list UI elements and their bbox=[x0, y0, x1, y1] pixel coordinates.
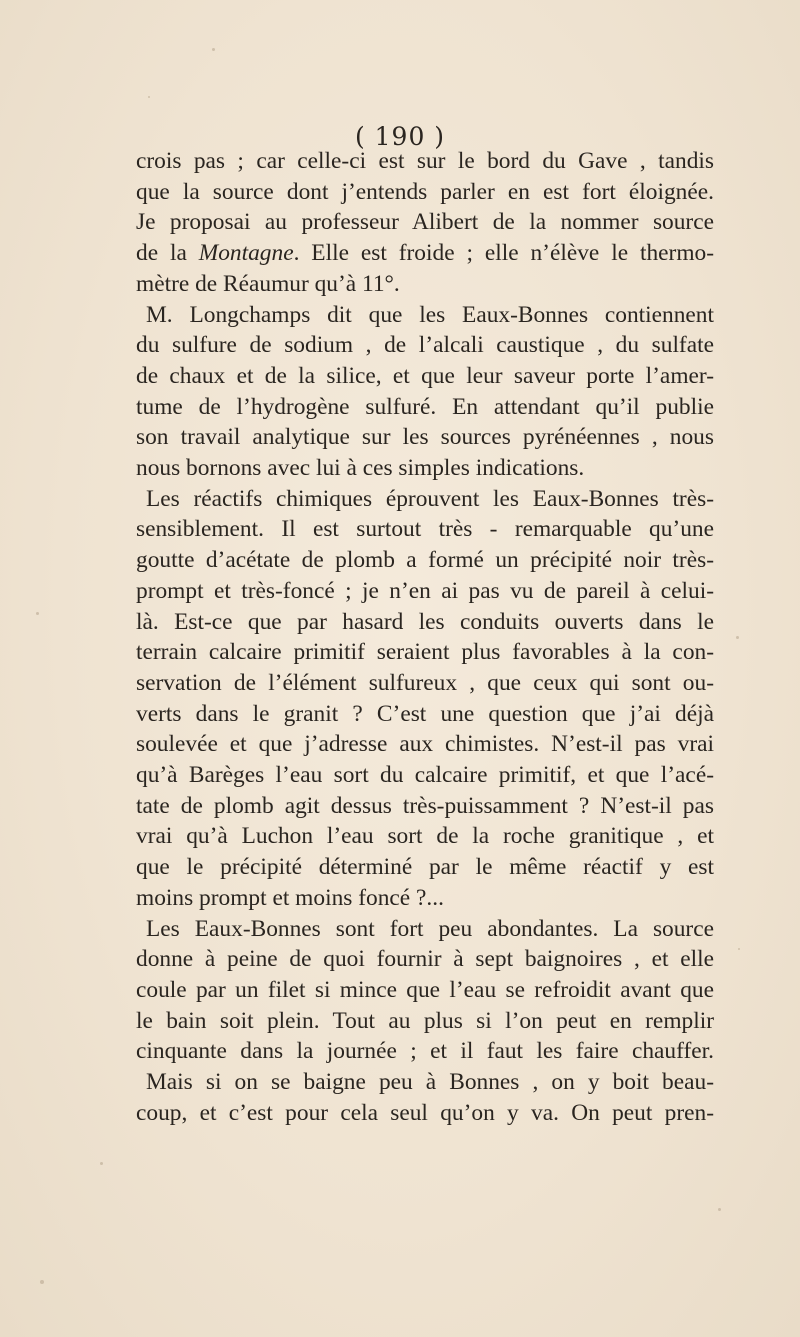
paper-speck bbox=[736, 636, 739, 639]
text-line: donne à peine de quoi fournir à sept baignoires , et elle bbox=[136, 946, 714, 973]
text-line: Les réactifs chimiques éprouvent les Eaux-Bonnes très- bbox=[146, 485, 714, 512]
text-line: Mais si on se baigne peu à Bonnes , on y boit beau- bbox=[146, 1069, 714, 1096]
text-line: nous bornons avec lui à ces simples indications. bbox=[136, 455, 585, 482]
paper-speck bbox=[148, 96, 150, 98]
text-line: là. Est-ce que par hasard les conduits ouverts dans le bbox=[136, 608, 714, 635]
text-line: que le précipité déterminé par le même réactif y est bbox=[136, 854, 714, 881]
text-line: cinquante dans la journée ; et il faut les faire chauffer. bbox=[136, 1038, 714, 1065]
text-line: moins prompt et moins foncé ?... bbox=[136, 884, 444, 911]
paper-speck bbox=[100, 1162, 103, 1165]
text-line: du sulfure de sodium , de l’alcali caustique , du sulfate bbox=[136, 332, 714, 359]
text-line: M. Longchamps dit que les Eaux-Bonnes contiennent bbox=[146, 301, 714, 328]
text-line: tate de plomb agit dessus très-puissamment ? N’est-il pas bbox=[136, 792, 714, 819]
text-line: servation de l’élément sulfureux , que ceux qui sont ou- bbox=[136, 669, 714, 696]
text-line: coup, et c’est pour cela seul qu’on y va. On peut pren- bbox=[136, 1099, 714, 1126]
page-number: ( 190 ) bbox=[354, 122, 446, 151]
paper-speck bbox=[718, 1208, 721, 1211]
text-line: coule par un filet si mince que l’eau se refroidit avant que bbox=[136, 976, 714, 1003]
text-line: Les Eaux-Bonnes sont fort peu abondantes. La source bbox=[146, 915, 714, 942]
paper-speck bbox=[40, 1280, 44, 1284]
text-line: prompt et très-foncé ; je n’en ai pas vu de pareil à celui- bbox=[136, 577, 714, 604]
text-line: de chaux et de la silice, et que leur saveur porte l’amer- bbox=[136, 362, 714, 389]
text-line: crois pas ; car celle-ci est sur le bord du Gave , tandis bbox=[136, 148, 714, 174]
text-line: terrain calcaire primitif seraient plus favorables à la con- bbox=[136, 639, 714, 666]
text-line: vrai qu’à Luchon l’eau sort de la roche granitique , et bbox=[136, 823, 714, 850]
text-line: mètre de Réaumur qu’à 11°. bbox=[136, 270, 400, 297]
paper-speck bbox=[738, 948, 740, 950]
body-text bbox=[136, 146, 714, 1129]
text-line: le bain soit plein. Tout au plus si l’on peut en remplir bbox=[136, 1007, 714, 1034]
text-line: Je proposai au professeur Alibert de la nommer source bbox=[136, 209, 714, 236]
text-line: soulevée et que j’adresse aux chimistes. N’est-il pas vrai bbox=[136, 731, 714, 758]
italic-word: Montagne bbox=[198, 240, 294, 267]
paper-speck bbox=[212, 48, 215, 51]
text-line: de la Montagne. Elle est froide ; elle n’élève le thermo- bbox=[136, 240, 715, 267]
text-line: qu’à Barèges l’eau sort du calcaire primitif, et que l’acé- bbox=[136, 762, 714, 789]
paper-speck bbox=[36, 612, 39, 615]
text-line: verts dans le granit ? C’est une question que j’ai déjà bbox=[136, 700, 714, 727]
text-line: goutte d’acétate de plomb a formé un précipité noir très- bbox=[136, 547, 714, 574]
text-line: son travail analytique sur les sources pyrénéennes , nous bbox=[136, 424, 714, 451]
text-line: tume de l’hydrogène sulfuré. En attendant qu’il publie bbox=[136, 393, 714, 420]
text-line: que la source dont j’entends parler en est fort éloignée. bbox=[136, 178, 714, 205]
text-line: sensiblement. Il est surtout très - remarquable qu’une bbox=[136, 516, 714, 543]
